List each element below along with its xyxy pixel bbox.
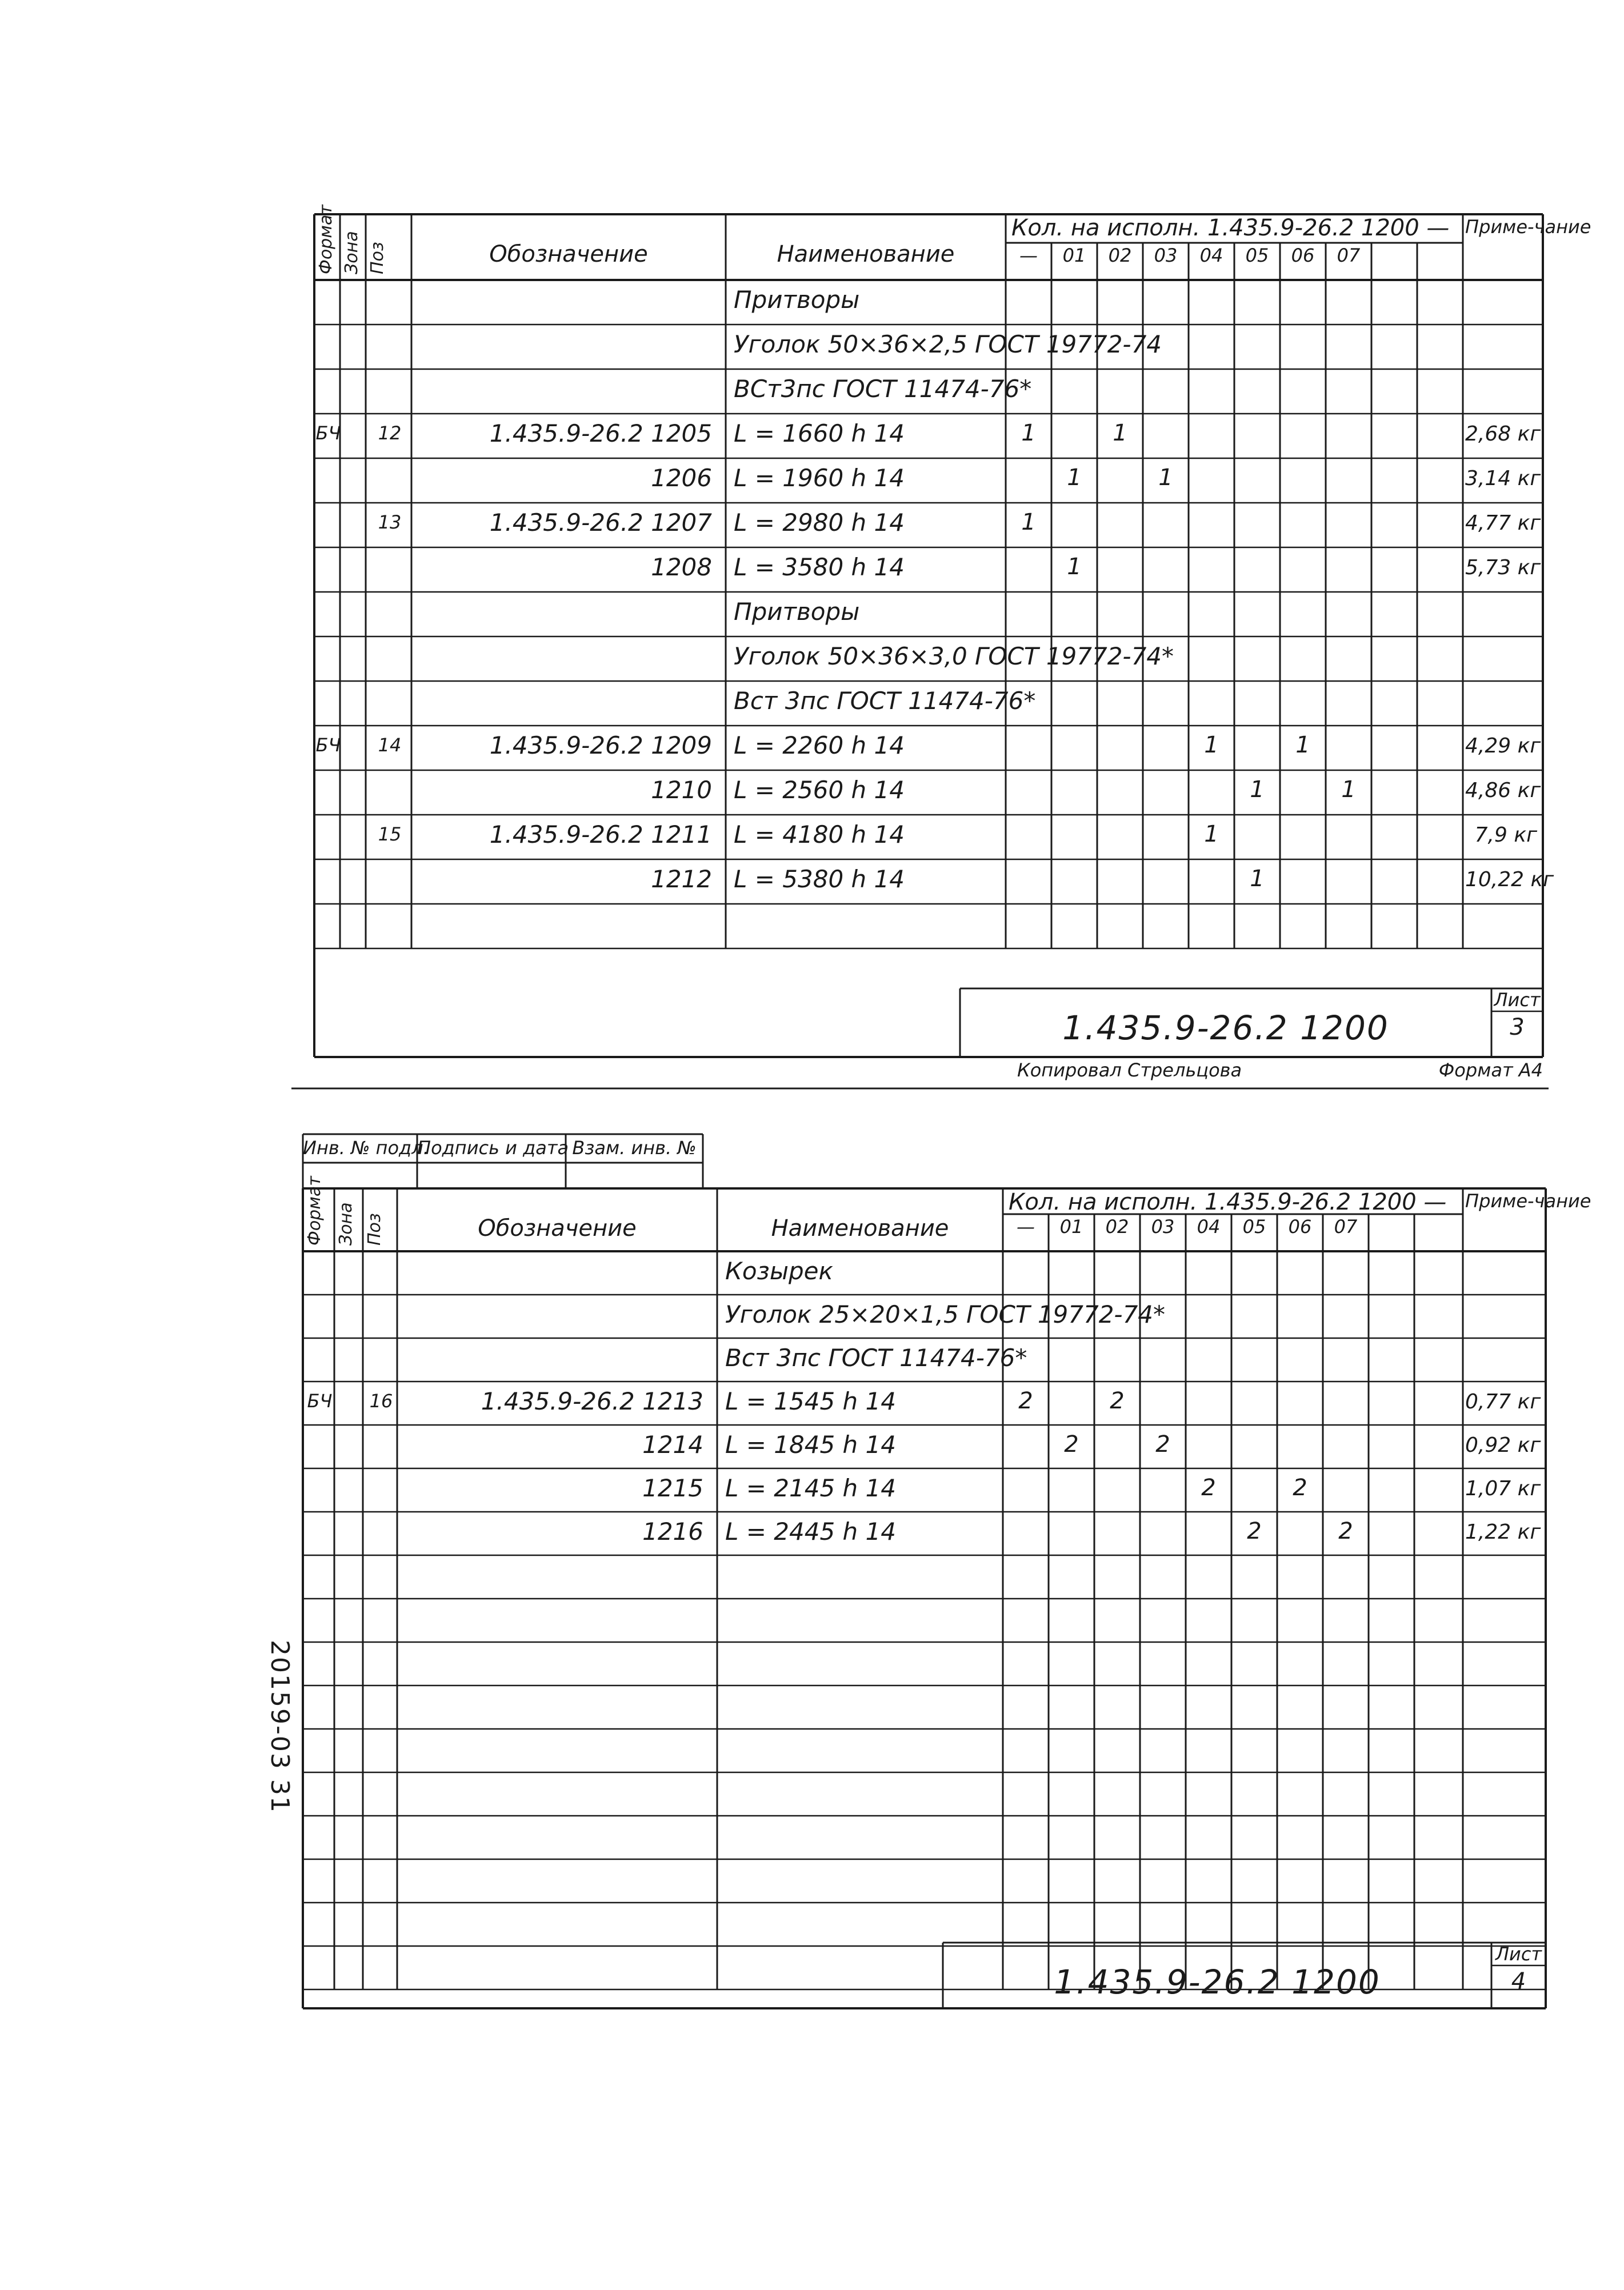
cell-qty: 2 — [1018, 1388, 1033, 1414]
sheet-label: Лист — [1495, 1943, 1542, 1965]
cell-qty: 1 — [1295, 732, 1310, 758]
cell-designation: 1210 — [651, 776, 712, 804]
cell-qty: 2 — [1155, 1431, 1170, 1458]
cell-designation: 1206 — [651, 464, 712, 492]
cell-note: 4,86 кг — [1465, 779, 1541, 802]
header-pos: Поз — [367, 242, 387, 274]
cell-qty: 1 — [1204, 821, 1219, 847]
cell-qty: 2 — [1201, 1475, 1216, 1501]
cell-designation: 1.435.9-26.2 1209 — [489, 731, 712, 759]
sheet-label: Лист — [1494, 989, 1541, 1011]
cell-qty: 1 — [1067, 465, 1082, 491]
cell-qty: 2 — [1110, 1388, 1125, 1414]
cell-note: 4,29 кг — [1465, 734, 1541, 758]
cell-qty: 1 — [1021, 509, 1036, 535]
header-note: Приме-чание — [1465, 216, 1591, 238]
cell-designation: 1.435.9-26.2 1213 — [481, 1387, 703, 1415]
header-note: Приме-чание — [1465, 1190, 1591, 1212]
exec-col-header: 05 — [1245, 245, 1269, 266]
header-format: Формат — [305, 1176, 325, 1246]
cell-designation: 1.435.9-26.2 1211 — [489, 820, 712, 848]
cell-name: Притворы — [734, 598, 860, 626]
spec-sheet-4 — [303, 1134, 1591, 2014]
header-name: Наименование — [771, 1215, 949, 1242]
cell-format: БЧ — [315, 422, 341, 444]
cell-name: Вст 3пс ГОСТ 11474-76* — [725, 1344, 1027, 1372]
cell-name: L = 1845 h 14 — [725, 1431, 896, 1459]
cell-name: L = 1660 h 14 — [734, 419, 905, 447]
cell-qty: 1 — [1250, 866, 1265, 892]
stamp-signature-date: Подпись и дата — [417, 1137, 569, 1159]
exec-col-header: 01 — [1062, 245, 1086, 266]
cell-name: ВСт3пс ГОСТ 11474-76* — [734, 375, 1032, 403]
cell-name: L = 1960 h 14 — [734, 464, 905, 492]
header-qty-per-execution: Кол. на исполн. 1.435.9-26.2 1200 — — [1009, 1189, 1447, 1215]
cell-name: Притворы — [734, 286, 860, 314]
document-number: 1.435.9-26.2 1200 — [1054, 1963, 1381, 2001]
cell-name: L = 2560 h 14 — [734, 776, 905, 804]
cell-note: 0,92 кг — [1465, 1434, 1541, 1457]
cell-pos: 16 — [369, 1390, 393, 1412]
cell-qty: 1 — [1158, 465, 1173, 491]
cell-note: 1,22 кг — [1465, 1520, 1541, 1544]
sheet-number: 4 — [1511, 1968, 1526, 1995]
cell-name: L = 2445 h 14 — [725, 1518, 896, 1546]
paper-format: Формат А4 — [1438, 1059, 1543, 1081]
header-pos: Поз — [365, 1213, 385, 1246]
header-qty-per-execution: Кол. на исполн. 1.435.9-26.2 1200 — — [1011, 215, 1450, 241]
cell-qty: 1 — [1113, 420, 1127, 446]
stamp-inventory-number: Инв. № подл. — [303, 1137, 429, 1159]
cell-name: Вст 3пс ГОСТ 11474-76* — [734, 687, 1036, 715]
cell-pos: 15 — [378, 823, 402, 845]
cell-designation: 1215 — [642, 1474, 703, 1502]
cell-designation: 1.435.9-26.2 1205 — [489, 419, 712, 447]
exec-col-header: 06 — [1288, 1216, 1312, 1238]
cell-pos: 12 — [378, 422, 402, 444]
cell-pos: 13 — [378, 511, 402, 533]
document-number: 1.435.9-26.2 1200 — [1062, 1008, 1389, 1047]
exec-col-header: 05 — [1242, 1216, 1266, 1238]
cell-name: L = 1545 h 14 — [725, 1387, 896, 1415]
exec-col-header: 07 — [1334, 1216, 1358, 1238]
cell-note: 2,68 кг — [1465, 422, 1541, 446]
exec-col-header: 01 — [1059, 1216, 1083, 1238]
exec-col-header: 03 — [1154, 245, 1178, 266]
exec-col-header: 04 — [1199, 245, 1223, 266]
header-format: Формат — [316, 205, 336, 274]
exec-col-header: 04 — [1197, 1216, 1221, 1238]
cell-name: L = 2145 h 14 — [725, 1474, 896, 1502]
cell-qty: 2 — [1064, 1431, 1079, 1458]
cell-designation: 1.435.9-26.2 1207 — [489, 509, 712, 537]
exec-col-header: — — [1019, 245, 1038, 266]
cell-note: 1,07 кг — [1465, 1477, 1541, 1500]
spec-sheet-3 — [314, 205, 1591, 1081]
cell-name: L = 2260 h 14 — [734, 731, 905, 759]
cell-note: 5,73 кг — [1465, 556, 1541, 579]
cell-name: L = 5380 h 14 — [734, 865, 905, 893]
cell-note: 7,9 кг — [1474, 823, 1537, 847]
header-zone: Зона — [336, 1202, 356, 1246]
exec-col-header: 06 — [1291, 245, 1315, 266]
archive-number: 20159-03 31 — [265, 1640, 294, 1813]
exec-col-header: 02 — [1108, 245, 1132, 266]
cell-qty: 1 — [1250, 776, 1265, 803]
cell-name: Уголок 25×20×1,5 ГОСТ 19772-74* — [725, 1300, 1166, 1328]
cell-qty: 1 — [1204, 732, 1219, 758]
cell-name: L = 3580 h 14 — [734, 553, 905, 581]
cell-name: Козырек — [725, 1257, 833, 1285]
cell-designation: 1212 — [651, 865, 712, 893]
cell-designation: 1214 — [642, 1431, 703, 1459]
cell-name: L = 2980 h 14 — [734, 509, 905, 537]
header-name: Наименование — [777, 241, 955, 267]
cell-note: 0,77 кг — [1465, 1390, 1541, 1414]
cell-qty: 2 — [1247, 1518, 1262, 1544]
cell-name: L = 4180 h 14 — [734, 820, 905, 848]
cell-note: 10,22 кг — [1465, 868, 1554, 891]
exec-col-header: 02 — [1105, 1216, 1129, 1238]
exec-col-header: 03 — [1151, 1216, 1175, 1238]
cell-qty: 1 — [1067, 554, 1082, 580]
cell-qty: 2 — [1338, 1518, 1353, 1544]
cell-qty: 1 — [1021, 420, 1036, 446]
copied-by: Копировал Стрельцова — [1017, 1059, 1242, 1081]
cell-note: 4,77 кг — [1465, 511, 1541, 535]
sheet-number: 3 — [1510, 1014, 1525, 1040]
cell-designation: 1208 — [651, 553, 712, 581]
header-designation: Обозначение — [489, 241, 648, 267]
exec-col-header: 07 — [1337, 245, 1361, 266]
header-zone: Зона — [342, 231, 362, 274]
cell-designation: 1216 — [642, 1518, 703, 1546]
cell-pos: 14 — [378, 734, 402, 756]
cell-name: Уголок 50×36×2,5 ГОСТ 19772-74 — [734, 330, 1162, 358]
cell-note: 3,14 кг — [1465, 467, 1541, 490]
cell-format: БЧ — [307, 1390, 333, 1412]
cell-qty: 2 — [1293, 1475, 1307, 1501]
stamp-replacement-number: Взам. инв. № — [572, 1137, 697, 1159]
exec-col-header: — — [1017, 1216, 1035, 1238]
cell-format: БЧ — [315, 734, 341, 756]
cell-qty: 1 — [1341, 776, 1356, 803]
cell-name: Уголок 50×36×3,0 ГОСТ 19772-74* — [734, 642, 1174, 670]
header-designation: Обозначение — [478, 1215, 637, 1242]
